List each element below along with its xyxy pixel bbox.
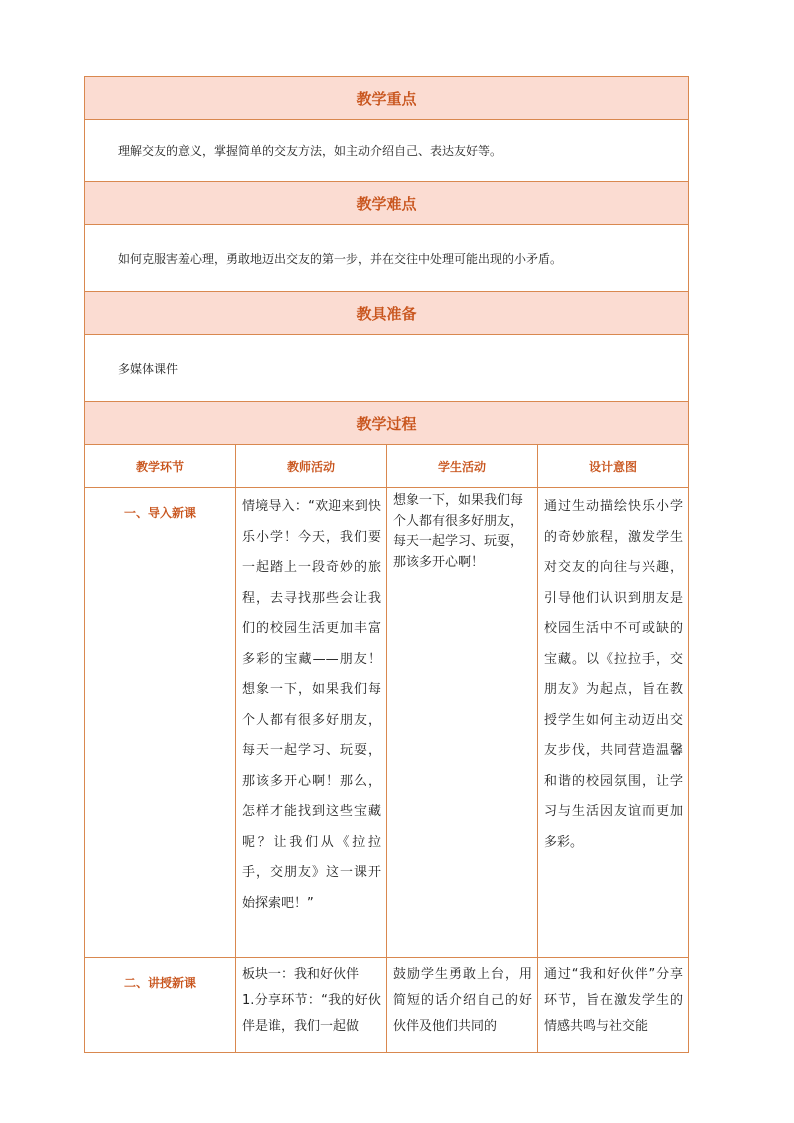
lesson-plan-table	[84, 76, 689, 1053]
lesson-plan-document	[84, 76, 688, 1053]
design-intent-cell: 通过生动描绘快乐小学的奇妙旅程，激发学生对交友的向往与兴趣，引导他们认识到朋友是校园生活中不可或缺的宝藏。以《拉拉手，交朋友》为起点，旨在教授学生如何主动迈出交友步伐，共同营造温馨和谐的校园氛围，让学习与生活因友谊而更加多彩。	[538, 488, 689, 958]
stage-cell: 二、讲授新课	[85, 958, 236, 1053]
teacher-activity-line: 板块一：我和好伙伴	[242, 967, 360, 982]
materials-heading: 教具准备	[85, 292, 689, 335]
teacher-activity-cell: 情境导入：“欢迎来到快乐小学！今天，我们要一起踏上一段奇妙的旅程，去寻找那些会让我们的校园生活更加丰富多彩的宝藏——朋友！想象一下，如果我们每个人都有很多好朋友，每天一起学习、玩耍，那该多开心啊！那么，怎样才能找到这些宝藏呢？让我们从《拉拉手，交朋友》这一课开始探索吧！”	[236, 488, 387, 958]
column-header-student: 学生活动	[387, 445, 538, 488]
process-header-row	[85, 445, 689, 488]
key-points-heading: 教学重点	[85, 77, 689, 120]
column-header-teacher: 教师活动	[236, 445, 387, 488]
design-intent-cell: 通过“我和好伙伴”分享环节，旨在激发学生的情感共鸣与社交能	[538, 958, 689, 1053]
stage-cell: 一、导入新课	[85, 488, 236, 958]
difficulties-heading: 教学难点	[85, 182, 689, 225]
student-activity-cell: 想象一下，如果我们每个人都有很多好朋友，每天一起学习、玩耍，那该多开心啊！	[387, 488, 538, 958]
difficulties-text: 如何克服害羞心理，勇敢地迈出交友的第一步，并在交往中处理可能出现的小矛盾。	[85, 225, 689, 292]
teacher-activity-line: 1.分享环节：“我的好伙伴是谁，我们一起做	[242, 993, 381, 1034]
teacher-activity-cell	[236, 958, 387, 1053]
key-points-text: 理解交友的意义，掌握简单的交友方法，如主动介绍自己、表达友好等。	[85, 120, 689, 182]
materials-text: 多媒体课件	[85, 335, 689, 402]
table-row	[85, 958, 689, 1053]
table-row	[85, 488, 689, 958]
student-activity-cell: 鼓励学生勇敢上台，用简短的话介绍自己的好伙伴及他们共同的	[387, 958, 538, 1053]
column-header-stage: 教学环节	[85, 445, 236, 488]
column-header-intent: 设计意图	[538, 445, 689, 488]
process-heading: 教学过程	[85, 402, 689, 445]
